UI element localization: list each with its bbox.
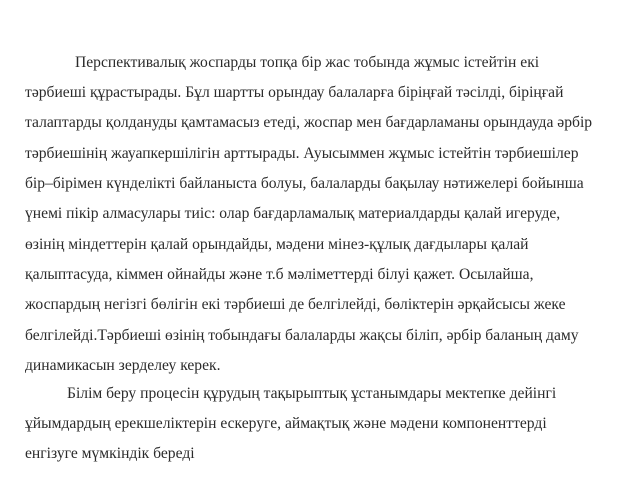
paragraph-2-line-1: Білім беру процесін құрудың тақырыптық ұстанымдары мектепке дейінгі [67, 385, 557, 402]
paragraph-1-line-1: Перспективалық жоспарды топқа бір жас тобында жұмыс істейтін екі [75, 54, 540, 71]
paragraph-1-line-5: бір–бірімен күнделікті байланыста болуы, балаларды бақылау нәтижелері бойынша [25, 175, 584, 192]
paragraph-1-line-6: үнемі пікір алмасулары тиіс: олар бағдарламалық материалдарды қалай игеруде, [25, 205, 561, 222]
paragraph-1-line-2: тәрбиеші құрастырады. Бұл шартты орындау балаларға біріңғай тәсілді, біріңғай [25, 84, 564, 101]
paragraph-1-line-7: өзінің міндеттерін қалай орындайды, мәдени мінез-құлық дағдылары қалай [25, 236, 529, 253]
paragraph-1-line-3: талаптарды қолдануды қамтамасыз етеді, жоспар мен бағдарламаны орындауда әрбір [25, 114, 593, 131]
paragraph-1-line-4: тәрбиешінің жауапкершілігін арттырады. Ауысыммен жұмыс істейтін тәрбиешілер [25, 145, 579, 162]
paragraph-1-line-9: жоспардың негізгі бөлігін екі тәрбиеші де белгілейді, бөліктерін әрқайсысы жеке [25, 296, 566, 313]
paragraph-1-line-8: қалыптасуда, кіммен ойнайды және т.б мәліметтерді білуі қажет. Осылайша, [25, 266, 534, 283]
paragraph-1-line-11: динамикасын зерделеу керек. [25, 357, 221, 374]
paragraph-2-line-2: ұйымдардың ерекшеліктерін ескеруге, аймақтық және мәдени компоненттерді [25, 415, 547, 432]
paragraph-2-line-3: енгізуге мүмкіндік береді [25, 445, 195, 462]
paragraph-1-line-10: белгілейді.Тәрбиеші өзінің тобындағы балаларды жақсы біліп, әрбір баланың даму [25, 327, 579, 344]
